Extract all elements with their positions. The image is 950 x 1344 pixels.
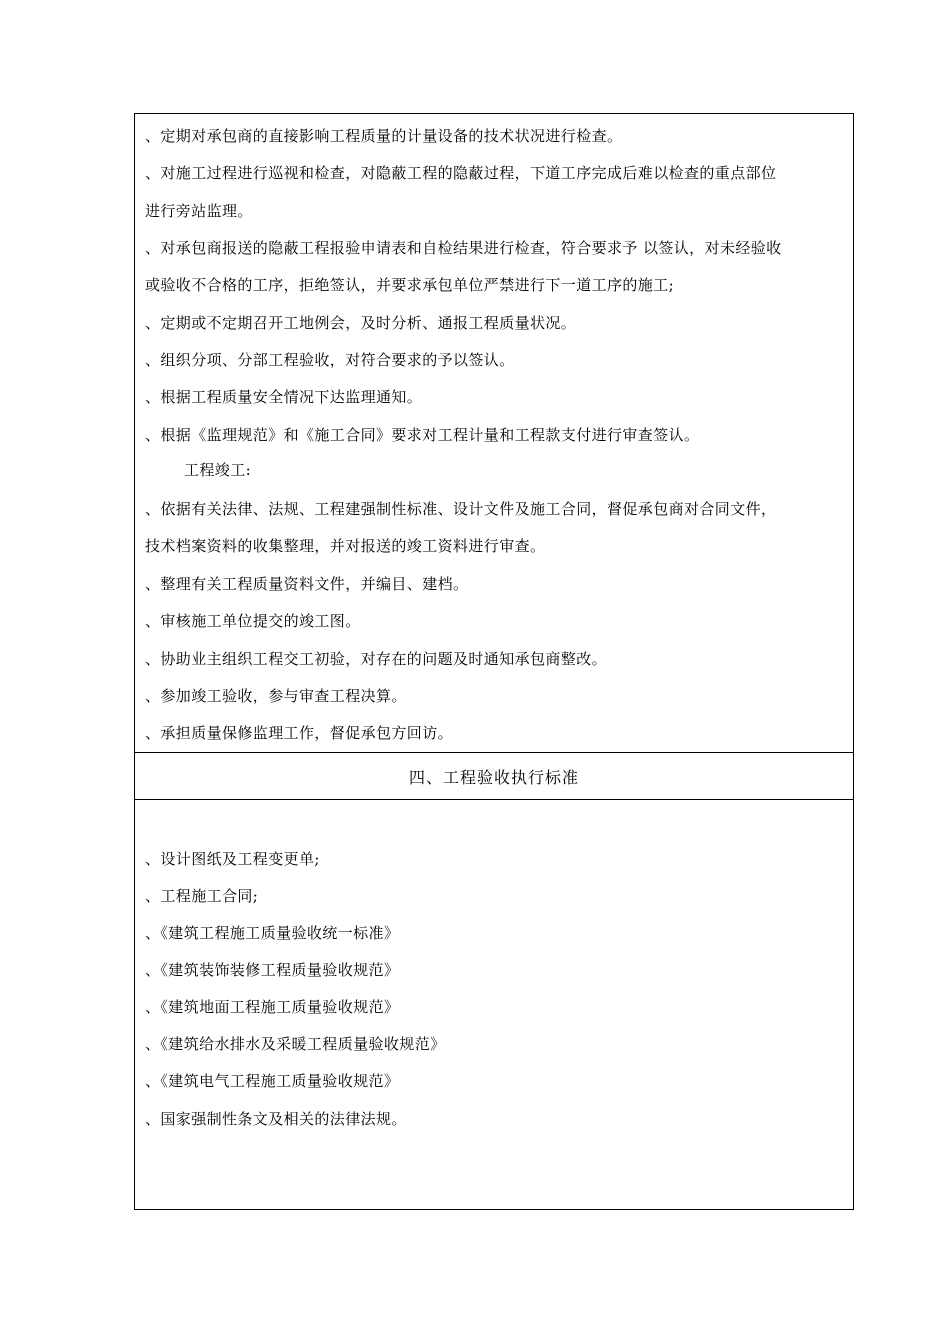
duty-line: 、整理有关工程质量资料文件，并编目、建档。 (145, 575, 469, 593)
duty-line: 、定期对承包商的直接影响工程质量的计量设备的技术状况进行检查。 (145, 127, 623, 145)
duty-line: 、承担质量保修监理工作，督促承包方回访。 (145, 724, 454, 742)
duty-line: 、根据《监理规范》和《施工合同》要求对工程计量和工程款支付进行审查签认。 (145, 426, 700, 444)
duty-line: 、组织分项、分部工程验收，对符合要求的予以签认。 (145, 351, 515, 369)
standard-item: 、《建筑电气工程施工质量验收规范》 (145, 1072, 400, 1090)
standard-item: 、《建筑给水排水及采暖工程质量验收规范》 (145, 1035, 446, 1053)
duty-line: 、对承包商报送的隐蔽工程报验申请表和自检结果进行检查，符合要求予 以签认，对未经验收 (145, 239, 782, 257)
duty-line: 技术档案资料的收集整理，并对报送的竣工资料进行审查。 (145, 537, 546, 555)
standard-item: 、《建筑地面工程施工质量验收规范》 (145, 998, 400, 1016)
acceptance-standards-section (135, 800, 853, 1209)
duty-line: 、对施工过程进行巡视和检查，对隐蔽工程的隐蔽过程，下道工序完成后难以检查的重点部位 (145, 164, 777, 182)
duty-line: 、根据工程质量安全情况下达监理通知。 (145, 388, 423, 406)
subheading-completion: 工程竣工: (184, 461, 252, 479)
standard-item: 、《建筑工程施工质量验收统一标准》 (145, 924, 400, 942)
section-title (135, 752, 853, 800)
duty-line: 、依据有关法律、法规、工程建强制性标准、设计文件及施工合同，督促承包商对合同文件， (145, 500, 777, 518)
standard-item: 、工程施工合同; (145, 887, 259, 905)
duty-line: 、定期或不定期召开工地例会，及时分析、通报工程质量状况。 (145, 314, 577, 332)
duty-line: 或验收不合格的工序，拒绝签认，并要求承包单位严禁进行下一道工序的施工; (145, 276, 675, 294)
duty-line: 、审核施工单位提交的竣工图。 (145, 612, 361, 630)
standard-item: 、设计图纸及工程变更单; (145, 850, 320, 868)
document-table (134, 113, 854, 1210)
standard-item: 、《建筑装饰装修工程质量验收规范》 (145, 961, 400, 979)
section-title-text: 四、工程验收执行标准 (408, 767, 579, 787)
supervision-duties-section (135, 114, 853, 752)
duty-line: 、参加竣工验收，参与审查工程决算。 (145, 687, 407, 705)
standard-item: 、国家强制性条文及相关的法律法规。 (145, 1110, 407, 1128)
duty-line: 、协助业主组织工程交工初验，对存在的问题及时通知承包商整改。 (145, 650, 608, 668)
duty-line: 进行旁站监理。 (145, 202, 253, 220)
